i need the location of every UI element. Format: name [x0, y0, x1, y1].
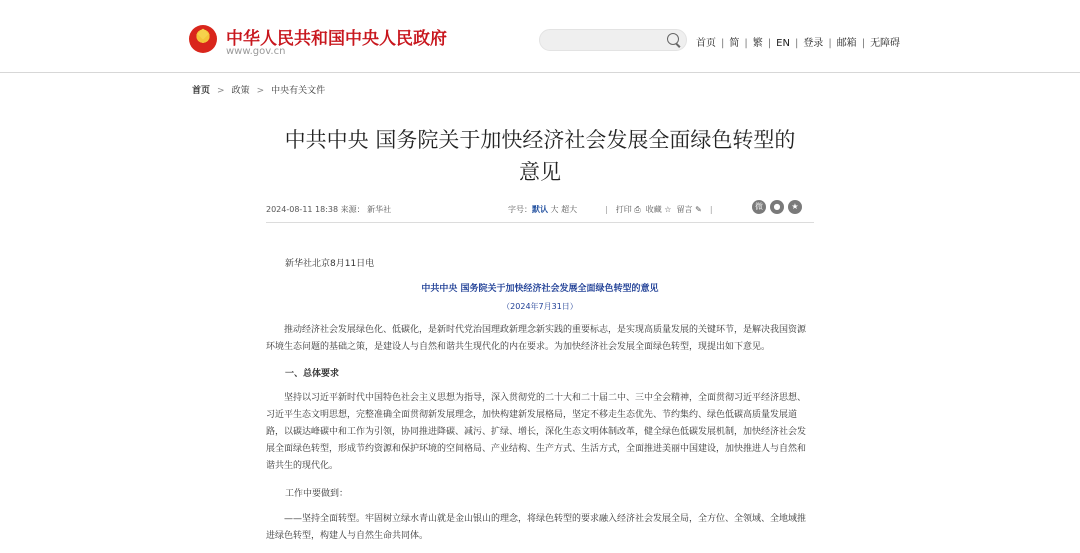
print-icon[interactable]: ⎙: [634, 205, 641, 214]
font-size-default[interactable]: 默认: [532, 205, 548, 214]
breadcrumb-central-docs[interactable]: 中央有关文件: [271, 86, 326, 96]
work-label: 工作中要做到：: [285, 489, 349, 499]
search-icon[interactable]: [667, 33, 679, 45]
wechat-share-icon[interactable]: ●: [770, 200, 784, 214]
breadcrumb-policy[interactable]: 政策: [231, 86, 250, 96]
top-nav: 首页 | 简 | 繁 | EN | 登录 | 邮箱 | 无障碍: [696, 38, 901, 49]
share-icons: [752, 200, 802, 214]
favorite-button[interactable]: 收藏: [645, 205, 662, 214]
national-emblem-icon[interactable]: [189, 25, 217, 53]
article-meta: 2024-08-11 18:38 来源： 新华社: [266, 205, 392, 214]
chevron-right-icon: >: [256, 86, 265, 96]
comment-button[interactable]: 留言: [676, 205, 693, 214]
star-icon[interactable]: ☆: [664, 205, 672, 214]
site-url: www.gov.cn: [226, 46, 286, 57]
article-title: 中共中央 国务院关于加快经济社会发展全面绿色转型的 意见: [284, 128, 796, 184]
search-input[interactable]: [539, 29, 687, 51]
font-size-xlarge[interactable]: 超大: [561, 205, 578, 214]
paragraph-principle: ——坚持全面转型。牢固树立绿水青山就是金山银山的理念，将绿色转型的要求融入经济社会发展全局，全方位、全领域、全地域推进绿色转型，构建人与自然生命共同体。: [266, 514, 807, 541]
nav-english[interactable]: EN: [776, 38, 790, 49]
favorite-share-icon[interactable]: ★: [788, 200, 802, 214]
nav-accessibility[interactable]: 无障碍: [870, 38, 901, 49]
font-size-large[interactable]: 大: [550, 205, 559, 214]
nav-simplified[interactable]: 简: [729, 38, 740, 49]
paragraph-intro: 推动经济社会发展绿色化、低碳化，是新时代党治国理政新理念新实践的重要标志，是实现高质量发展的关键环节，是解决我国资源环境生态问题的基础之策，是建设人与自然和谐共生现代化的内在要求。为加快经济社会发展全面绿色转型，现提出如下意见。: [266, 325, 807, 352]
nav-traditional[interactable]: 繁: [752, 38, 763, 49]
nav-login[interactable]: 登录: [803, 38, 824, 49]
breadcrumb-home[interactable]: 首页: [192, 86, 211, 96]
site-title[interactable]: 中华人民共和国中央人民政府: [226, 29, 447, 49]
print-button[interactable]: 打印: [615, 205, 632, 214]
site-header: [0, 0, 1080, 73]
divider: [266, 222, 814, 223]
pencil-icon[interactable]: ✎: [695, 205, 702, 214]
document-title: 中共中央 国务院关于加快经济社会发展全面绿色转型的意见: [421, 284, 659, 294]
article-tools: | 打印 ⎙ 收藏 ☆ 留言 ✎ |: [605, 205, 713, 214]
document-date: （2024年7月31日）: [502, 302, 578, 311]
breadcrumb: [192, 83, 325, 96]
nav-home[interactable]: 首页: [696, 38, 716, 49]
font-size-control: 字号：默认 大 超大: [508, 205, 578, 214]
dateline: 新华社北京8月11日电: [285, 259, 375, 269]
chevron-right-icon: >: [217, 86, 225, 96]
section-heading: 一、总体要求: [285, 369, 340, 379]
weibo-share-icon[interactable]: 微: [752, 200, 766, 214]
paragraph-guidance: 坚持以习近平新时代中国特色社会主义思想为指导，深入贯彻党的二十大和二十届二中、三中全会精神，全面贯彻习近平经济思想、习近平生态文明思想，完整准确全面贯彻新发展理念，加快构建新发展格局，坚定不移走生态优先、节约集约、绿色低碳高质量发展道路，以碳达峰碳中和工作为引领，协同推进降碳、减污、扩绿、增长，深化生态文明体制改革，健全绿色低碳发展机制，加快经济社会发展全面绿色转型，形成节约资源和保护环境的空间格局、产业结构、生产方式、生活方式，全面推进美丽中国建设，加快推进人与自然和谐共生的现代化。: [266, 393, 807, 471]
nav-mail[interactable]: 邮箱: [836, 38, 857, 49]
